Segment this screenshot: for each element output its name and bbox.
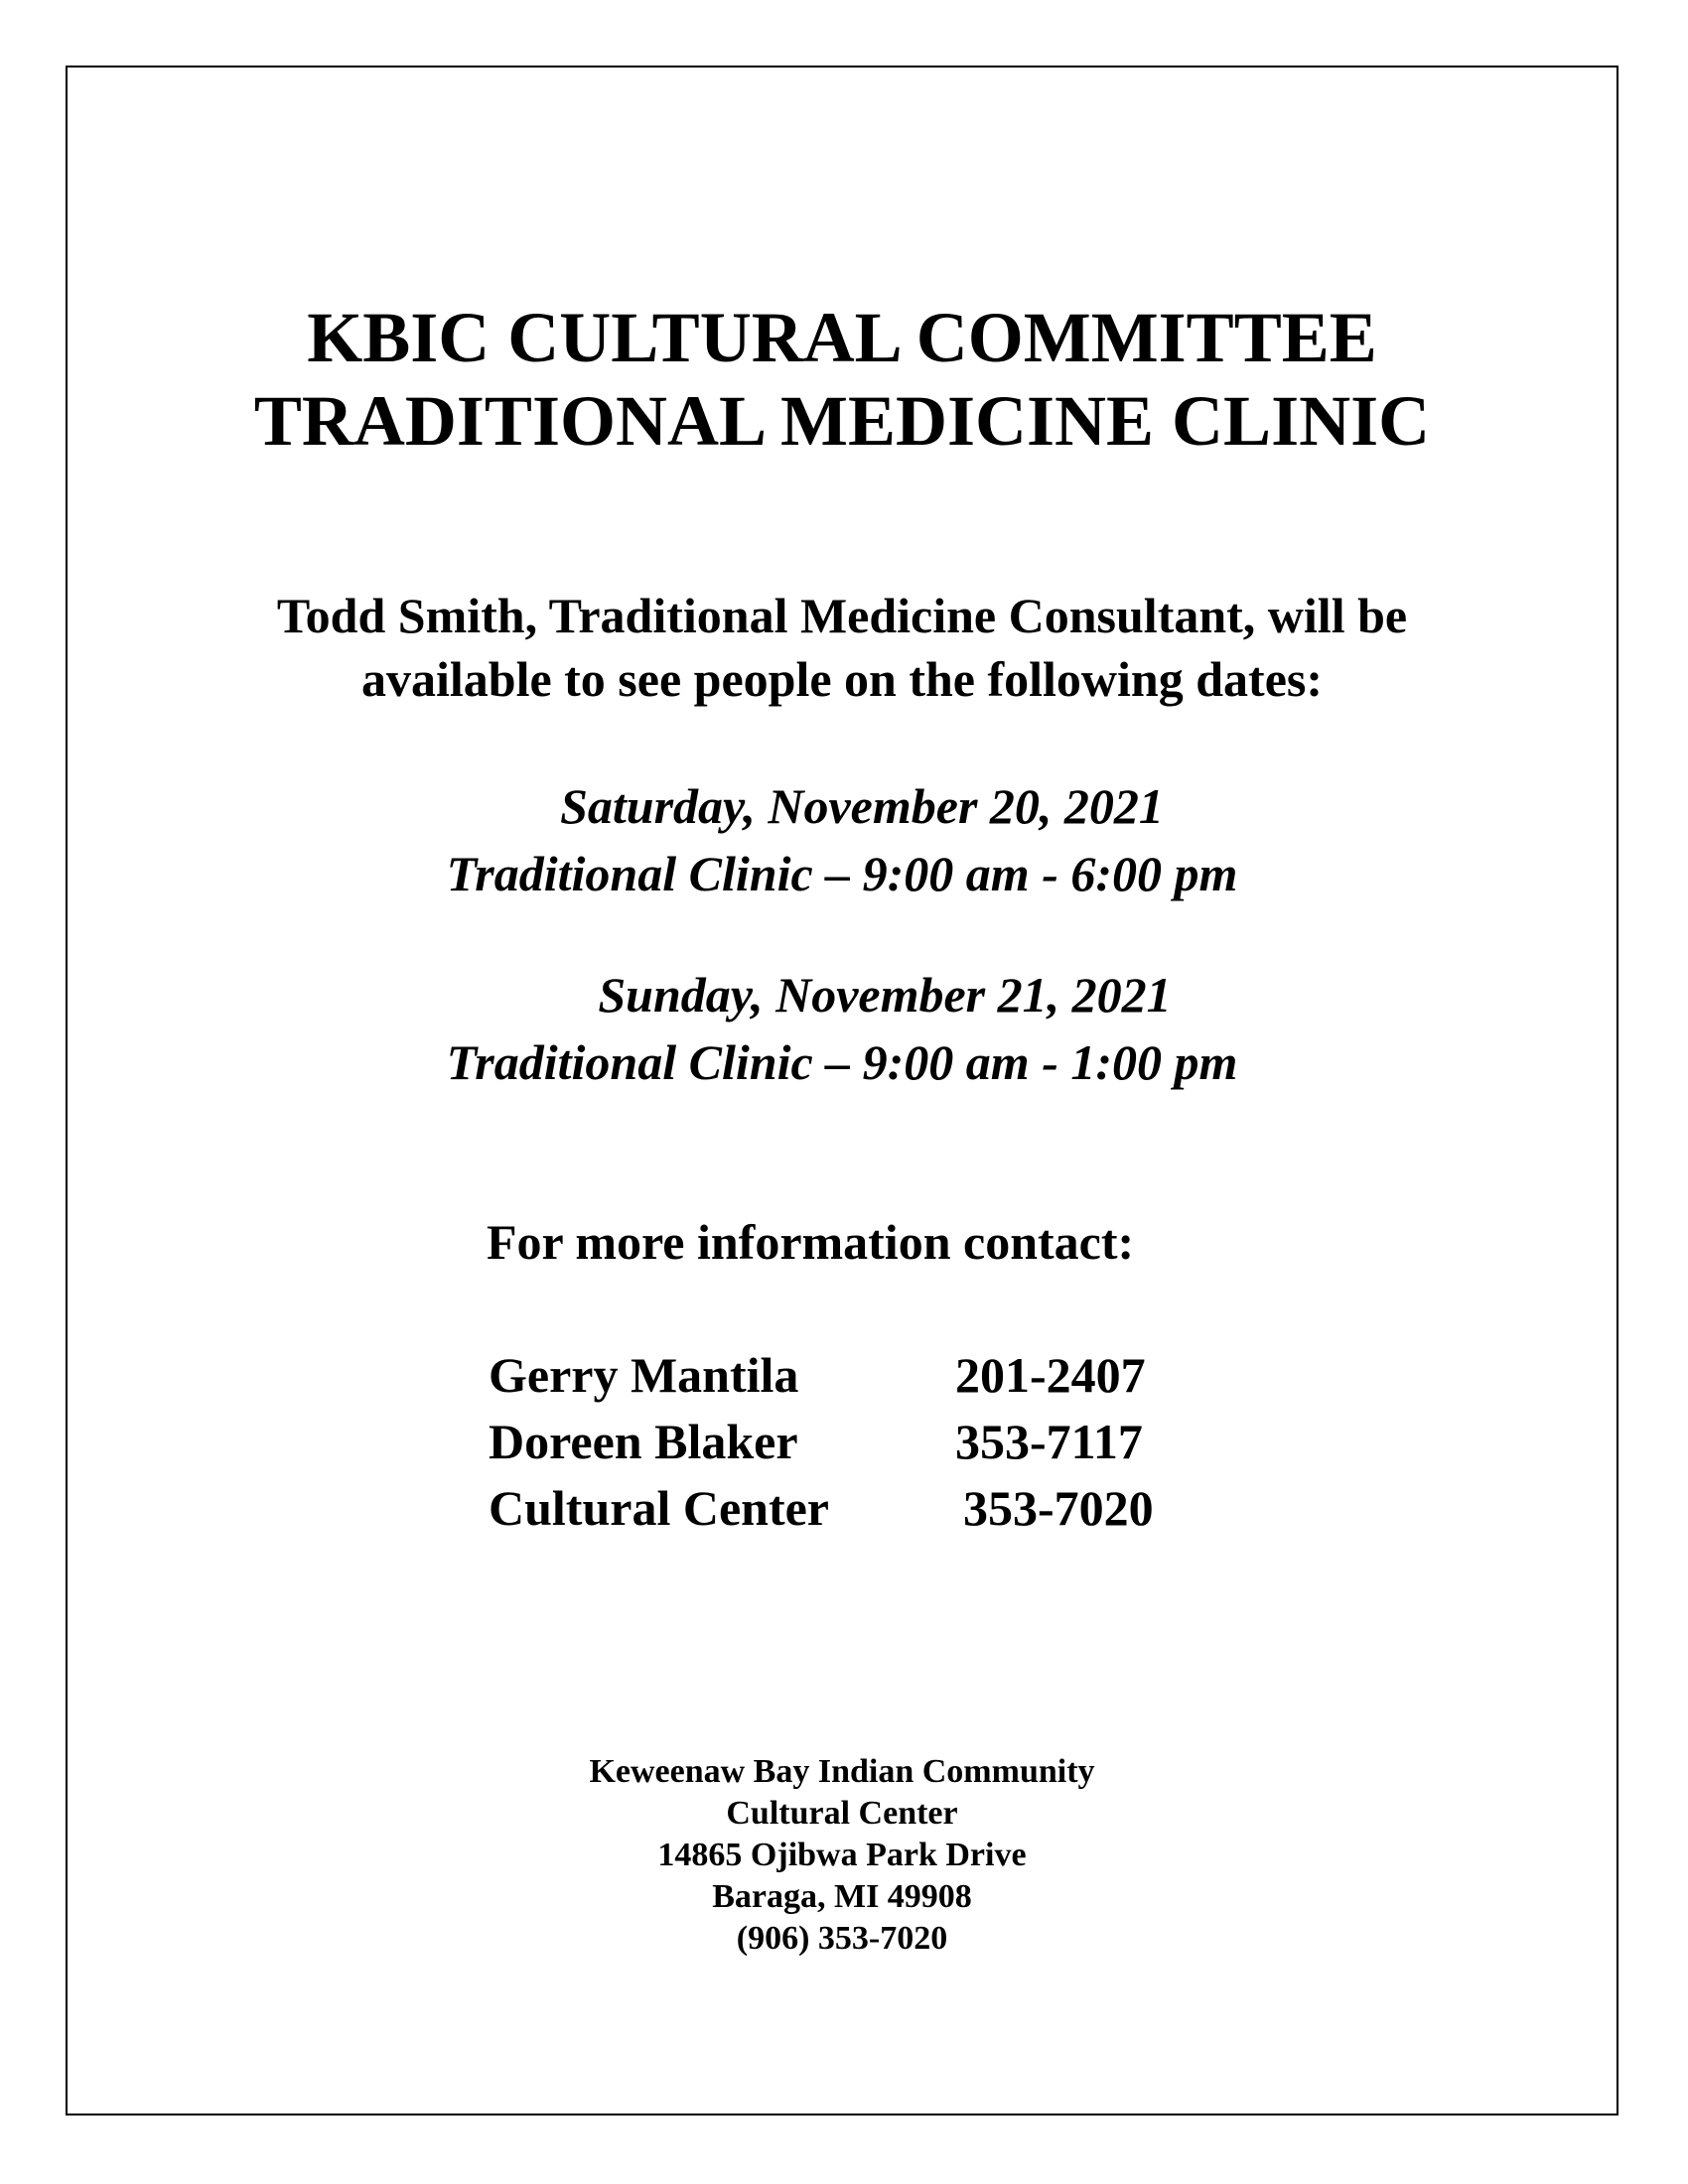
- contact-phone: 353-7020: [963, 1480, 1154, 1536]
- schedule-time: Traditional Clinic – 9:00 am - 6:00 pm: [446, 846, 1238, 901]
- schedule-entry-saturday: [66, 772, 1618, 907]
- contact-heading: For more information contact:: [487, 1214, 1135, 1270]
- address-organization: Keweenaw Bay Indian Community: [589, 1753, 1095, 1790]
- schedule-time: Traditional Clinic – 9:00 am - 1:00 pm: [446, 1034, 1238, 1090]
- intro-line-1: Todd Smith, Traditional Medicine Consultant, will be: [276, 588, 1408, 643]
- title-line-1: KBIC CULTURAL COMMITTEE: [307, 298, 1377, 377]
- contact-name: Doreen Blaker: [489, 1414, 798, 1469]
- schedule-entry-sunday: [66, 961, 1618, 1096]
- contact-name: Cultural Center: [489, 1480, 829, 1536]
- address-city: Baraga, MI 49908: [712, 1878, 972, 1915]
- intro-text: [66, 584, 1618, 711]
- clinic-schedule: [66, 772, 1618, 1150]
- address-block: [66, 1751, 1618, 1960]
- address-phone: (906) 353-7020: [736, 1920, 948, 1957]
- address-street: 14865 Ojibwa Park Drive: [657, 1837, 1027, 1873]
- intro-line-2: available to see people on the following dates:: [360, 651, 1324, 707]
- contact-phone: 353-7117: [955, 1414, 1143, 1469]
- schedule-date: Sunday, November 21, 2021: [598, 967, 1172, 1023]
- title-line-2: TRADITIONAL MEDICINE CLINIC: [253, 381, 1431, 461]
- address-department: Cultural Center: [726, 1795, 958, 1832]
- contact-name: Gerry Mantila: [489, 1347, 799, 1403]
- contact-phone: 201-2407: [955, 1347, 1146, 1403]
- page-title: [66, 296, 1618, 463]
- schedule-date: Saturday, November 20, 2021: [560, 778, 1164, 834]
